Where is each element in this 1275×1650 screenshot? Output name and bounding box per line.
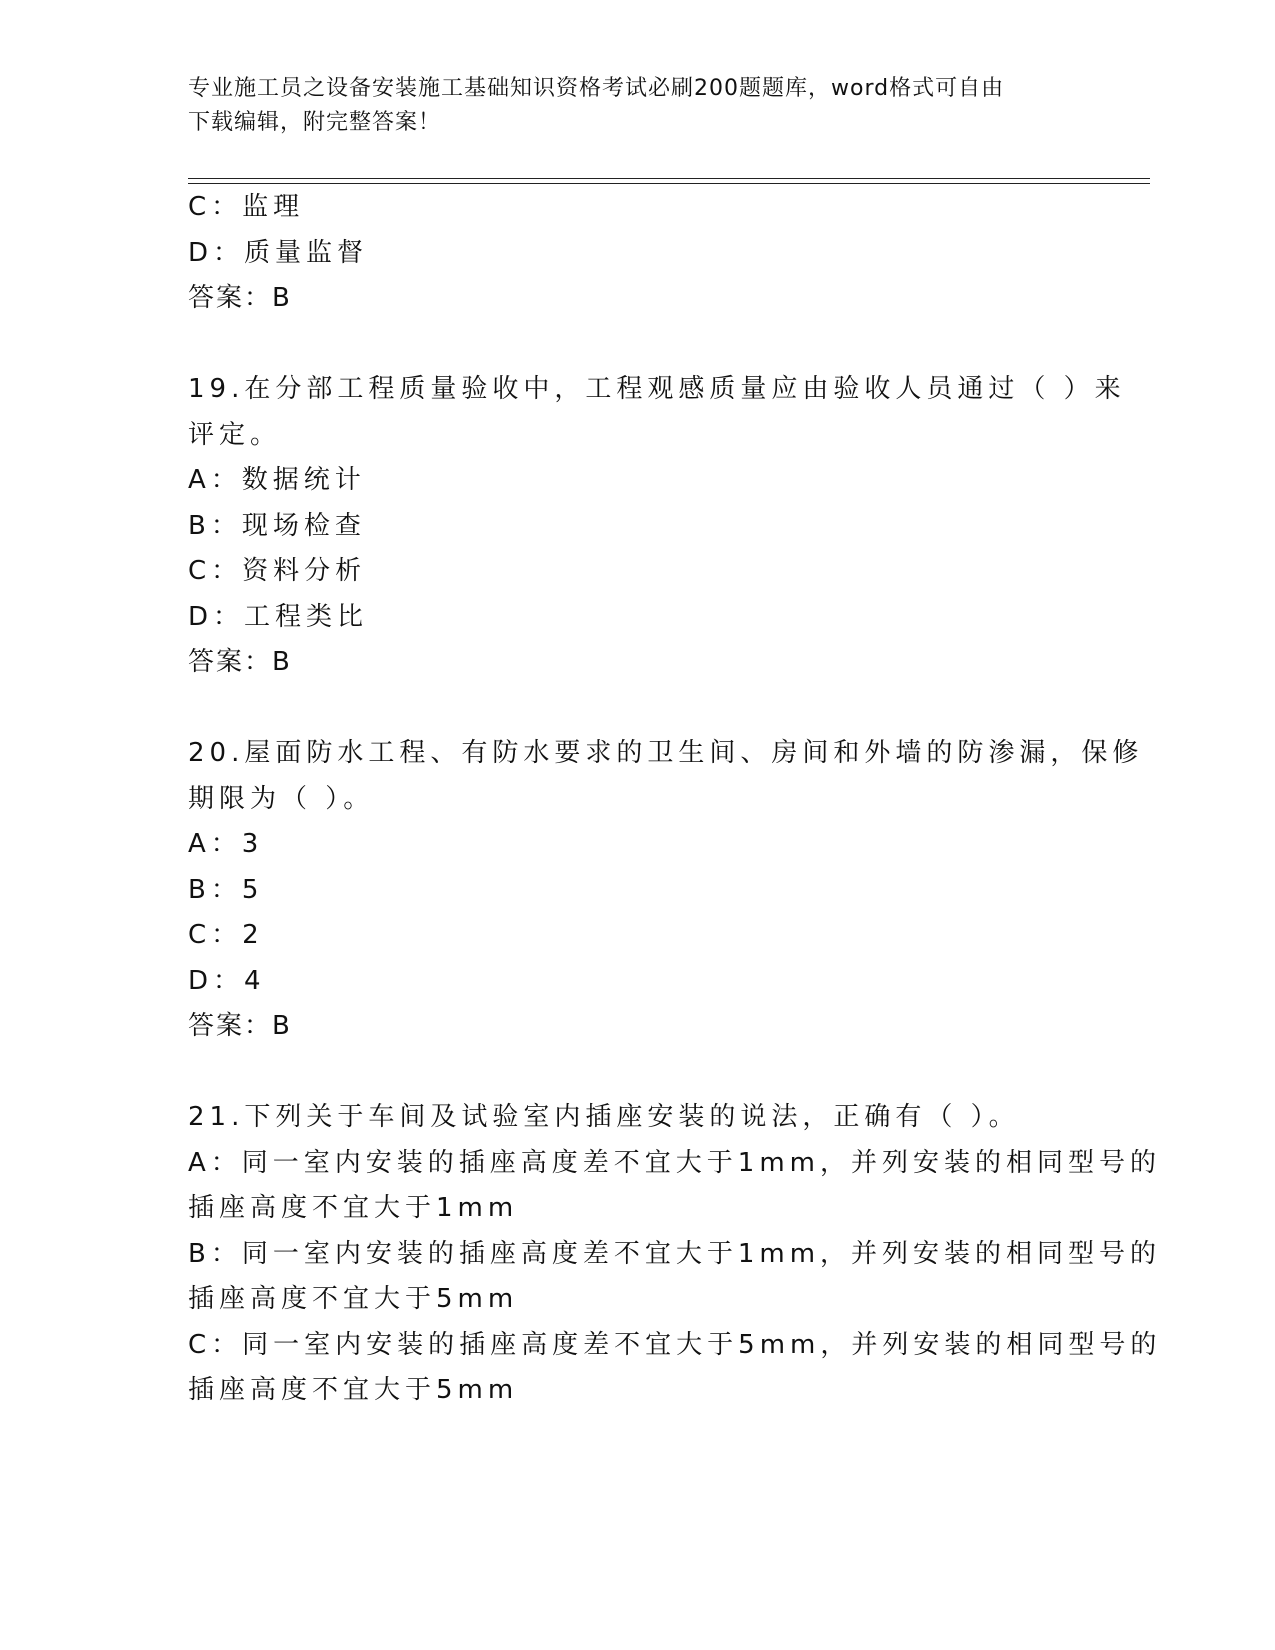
- question-stem-cont: 期限为（ ）。: [188, 783, 375, 814]
- option-a: A：数据统计: [188, 465, 366, 495]
- option-a: A：3: [188, 829, 264, 859]
- question-gap: [188, 686, 1088, 732]
- question-21: [188, 1095, 1162, 1414]
- option-a-cont: 插座高度不宜大于1mm: [188, 1193, 519, 1223]
- question-stem-cont: 评定。: [188, 419, 282, 450]
- option-c: C：监理: [188, 192, 305, 222]
- option-c: C：资料分析: [188, 556, 367, 586]
- question-gap: [188, 1050, 1088, 1096]
- option-b: B：同一室内安装的插座高度差不宜大于1mm，并列安装的相同型号的: [188, 1238, 1162, 1269]
- option-c: C：同一室内安装的插座高度差不宜大于5mm，并列安装的相同型号的: [188, 1329, 1162, 1360]
- header-rule-top: [188, 178, 1150, 179]
- option-d: D：4: [188, 965, 266, 996]
- option-d: D：工程类比: [188, 601, 369, 632]
- option-d: D：质量监督: [188, 237, 369, 268]
- header-rule-bottom: [188, 183, 1150, 184]
- option-b-cont: 插座高度不宜大于5mm: [188, 1284, 519, 1314]
- document-header: [188, 72, 1068, 140]
- answer-line: 答案：B: [188, 647, 292, 677]
- question-20: [188, 731, 1144, 1050]
- answer-line: 答案：B: [188, 1011, 292, 1041]
- question-gap: [188, 322, 1088, 368]
- option-c: C：2: [188, 920, 264, 950]
- header-line-2: 下载编辑，附完整答案！: [188, 110, 442, 135]
- answer-line: 答案：B: [188, 283, 292, 313]
- question-19: [188, 367, 1126, 686]
- option-b: B：现场检查: [188, 510, 366, 541]
- question-stem: 21.下列关于车间及试验室内插座安装的说法，正确有（ ）。: [188, 1102, 1020, 1132]
- header-line-1: 专业施工员之设备安装施工基础知识资格考试必刷200题题库，word格式可自由: [188, 76, 1005, 101]
- option-a: A：同一室内安装的插座高度差不宜大于1mm，并列安装的相同型号的: [188, 1147, 1161, 1178]
- option-c-cont: 插座高度不宜大于5mm: [188, 1375, 519, 1405]
- question-18-tail: [188, 185, 1088, 322]
- question-stem: 19.在分部工程质量验收中，工程观感质量应由验收人员通过（ ）来: [188, 374, 1126, 404]
- option-b: B：5: [188, 874, 264, 905]
- question-stem: 20.屋面防水工程、有防水要求的卫生间、房间和外墙的防渗漏，保修: [188, 738, 1144, 768]
- question-list: [188, 185, 1162, 1414]
